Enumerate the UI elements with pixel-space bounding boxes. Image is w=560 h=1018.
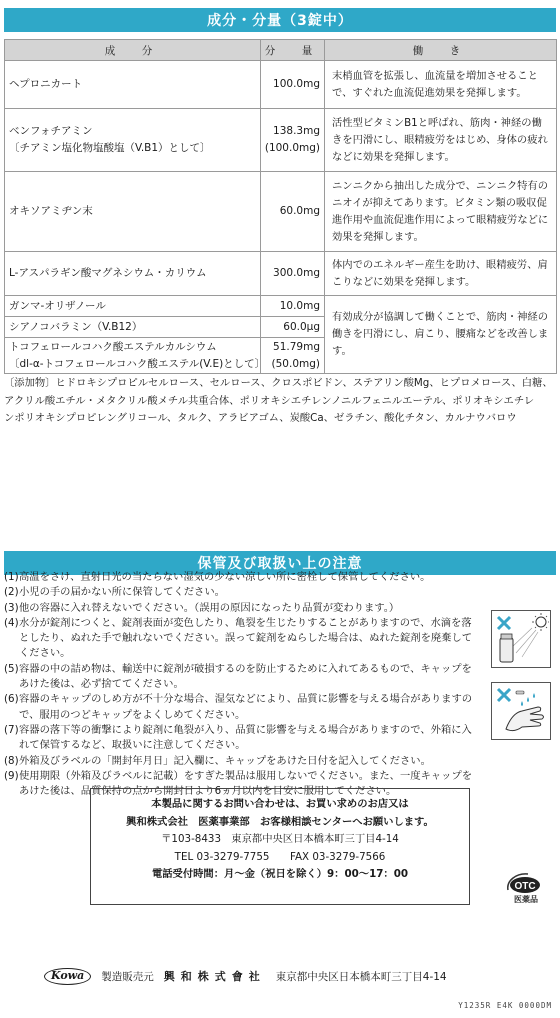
print-code: Y1235R E4K 0000DM [458,1001,552,1010]
note-number: (8) [4,754,19,767]
no-sunlight-pictogram [491,610,551,668]
additives-line: ンポリオキシプロピレングリコール、タルク、アラビアゴム、炭酸Ca、ゼラチン、酸化チタン、カルナウバロウ [4,412,517,424]
note-number: (7) [4,723,19,736]
ingredient-function: 体内でのエネルギー産生を助け、眼精疲労、肩こりなどに効果を発揮します。 [325,252,557,296]
ingredient-amount: 138.3mg [273,125,320,137]
storage-notes [4,570,476,799]
ingredients-banner [4,8,556,32]
manufacturer-address: 東京都中央区日本橋本町三丁目4-14 [275,970,447,983]
ingredient-name: L-アスパラギン酸マグネシウム・カリウム [5,252,261,296]
contact-company: 興和株式会社 医薬事業部 お客様相談センターへお願いします。 [126,815,434,828]
ingredient-amount-cell [261,109,325,172]
ingredient-name: オキソアミヂン末 [5,172,261,252]
otc-mark: OTC [514,881,536,892]
ingredients-table [4,39,557,374]
ingredient-name: シアノコバラミン（V.B12） [5,317,261,338]
note-text: 小児の手の届かない所に保管してください。 [19,586,225,599]
wet-hand-icon [492,683,550,739]
ingredient-name-sub: 〔チアミン塩化物塩酸塩（V.B1）として〕 [9,142,211,154]
ingredient-amount: 10.0mg [261,296,325,317]
kowa-logo: Kowa [44,968,91,985]
note-number: (1) [4,571,19,583]
table-header-row [5,40,557,61]
ingredient-amount-sub: (50.0mg) [271,357,320,370]
no-wet-hands-pictogram [491,682,551,740]
ingredient-amount: 60.0mg [261,172,325,252]
note-number: (4) [4,616,19,629]
otc-label: 医薬品 [514,895,538,904]
ingredient-name: ベンフォチアミン [9,125,93,137]
header-function: 働 き [325,40,557,61]
ingredient-name: ヘプロニカート [5,61,261,109]
contact-address: 〒103-8433 東京都中央区日本橋本町三丁目4-14 [161,833,399,845]
note-text: 高温をさけ、直射日光の当たらない湿気の少ない涼しい所に密栓して保管してください。 [19,571,431,583]
manufacturer-name: 興和株式會社 [163,970,266,983]
additives-line: アクリル酸エチル・メタクリル酸メチル共重合体、ポリオキシエチレンノニルフェニルエーテル、ポリオキシエチレ [4,394,535,407]
ingredient-name: ガンマ-オリザノール [5,296,261,317]
contact-hours: 電話受付時間：月〜金（祝日を除く）9：00〜17：00 [151,868,409,880]
note-item [4,585,476,600]
manufacturer-role: 製造販売元 [101,970,154,983]
note-number: (5) [4,662,19,675]
ingredient-amount-cell [261,338,325,374]
note-text: 外箱及びラベルの「開封年月日」記入欄に、キャップをあけた日付を記入してください。 [19,754,431,767]
ingredient-amount: 51.79mg [273,340,320,353]
additives-line: 〔添加物〕ヒドロキシプロピルセルロース、セルロース、クロスポビドン、ステアリン酸Mg、ヒプロメロース、白糖、 [4,377,553,389]
ingredient-amount: 300.0mg [261,252,325,296]
ingredient-function: 活性型ビタミンB1と呼ばれ、筋肉・神経の働きを円滑にし、眼精疲労をはじめ、身体の疲れなどに効果を発揮します。 [325,109,557,172]
table-row [5,61,557,109]
table-row [5,109,557,172]
note-number: (3) [4,601,19,614]
ingredient-amount: 100.0mg [261,61,325,109]
note-text: 容器の中の詰め物は、輸送中に錠剤が破損するのを防止するために入れてあるもので、キャップをあけた後は、必ず捨ててください。 [19,662,472,691]
ingredient-name-cell [5,338,266,374]
contact-intro: 本製品に関するお問い合わせは、お買い求めのお店又は [151,798,409,810]
note-item [4,616,476,662]
ingredient-amount: 60.0μg [261,317,325,338]
table-row [5,296,557,317]
note-item [4,570,476,585]
ingredient-function: 有効成分が協調して働くことで、筋肉・神経の働きを円滑にし、肩こり、腰痛などを改善します。 [325,296,557,374]
note-text: 水分が錠剤につくと、錠剤表面が変色したり、亀裂を生じたりすることがありますので、水滴を落としたり、ぬれた手で触れないでください。誤って錠剤をぬらした場合は、ぬれた錠剤を廃棄してください。 [19,616,473,660]
contact-box [90,788,470,905]
header-ingredient: 成 分 [5,40,261,61]
table-row [5,252,557,296]
note-number: (6) [4,693,19,706]
ingredients-title: 成分・分量（3錠中） [207,13,353,29]
ingredient-name-sub: 〔dl-α-トコフェロールコハク酸エステル(V.E)として〕 [9,357,266,370]
note-text: 容器のキャップのしめ方が不十分な場合、湿気などにより、品質に影響を与える場合がありますので、服用のつどキャップをよくしめてください。 [19,693,473,721]
additives-text [4,375,560,428]
note-number: (2) [4,586,19,599]
note-number: (9) [4,769,19,782]
ingredient-function: ニンニクから抽出した成分で、ニンニク特有のニオイが抑えてあります。ビタミン類の吸収促進作用や血流促進作用によって眼精疲労などに効果を発揮します。 [325,172,557,252]
note-text: 他の容器に入れ替えないでください。（誤用の原因になったり品質が変わります。） [19,601,400,614]
note-text: 容器の落下等の衝撃により錠剤に亀裂が入り、品質に影響を与える場合がありますので、外箱に入れて保管するなど、取扱いに注意してください。 [19,723,472,752]
note-item [4,601,476,616]
note-item [4,692,476,723]
ingredient-name-cell [5,109,261,172]
manufacturer-footer [44,967,544,985]
storage-title: 保管及び取扱い上の注意 [197,556,363,572]
note-item [4,723,476,754]
note-item [4,662,476,693]
ingredient-function: 末梢血管を拡張し、血流量を増加させることで、すぐれた血流促進効果を発揮します。 [325,61,557,109]
ingredient-name: トコフェロールコハク酸エステルカルシウム [9,340,217,353]
sun-bottle-icon [492,611,550,667]
contact-phone-fax: TEL 03-3279-7755 FAX 03-3279-7566 [174,850,386,863]
ingredient-amount-sub: (100.0mg) [264,142,320,154]
table-row [5,172,557,252]
note-item [4,754,476,769]
note-text: 使用期限（外箱及びラベルに記載）をすぎた製品は服用しないでください。また、一度キャップをあけた後は、品質保持の点から開封日より6ヵ月以内を目安に服用してください。 [19,769,473,798]
header-amount: 分 量 [261,40,325,61]
